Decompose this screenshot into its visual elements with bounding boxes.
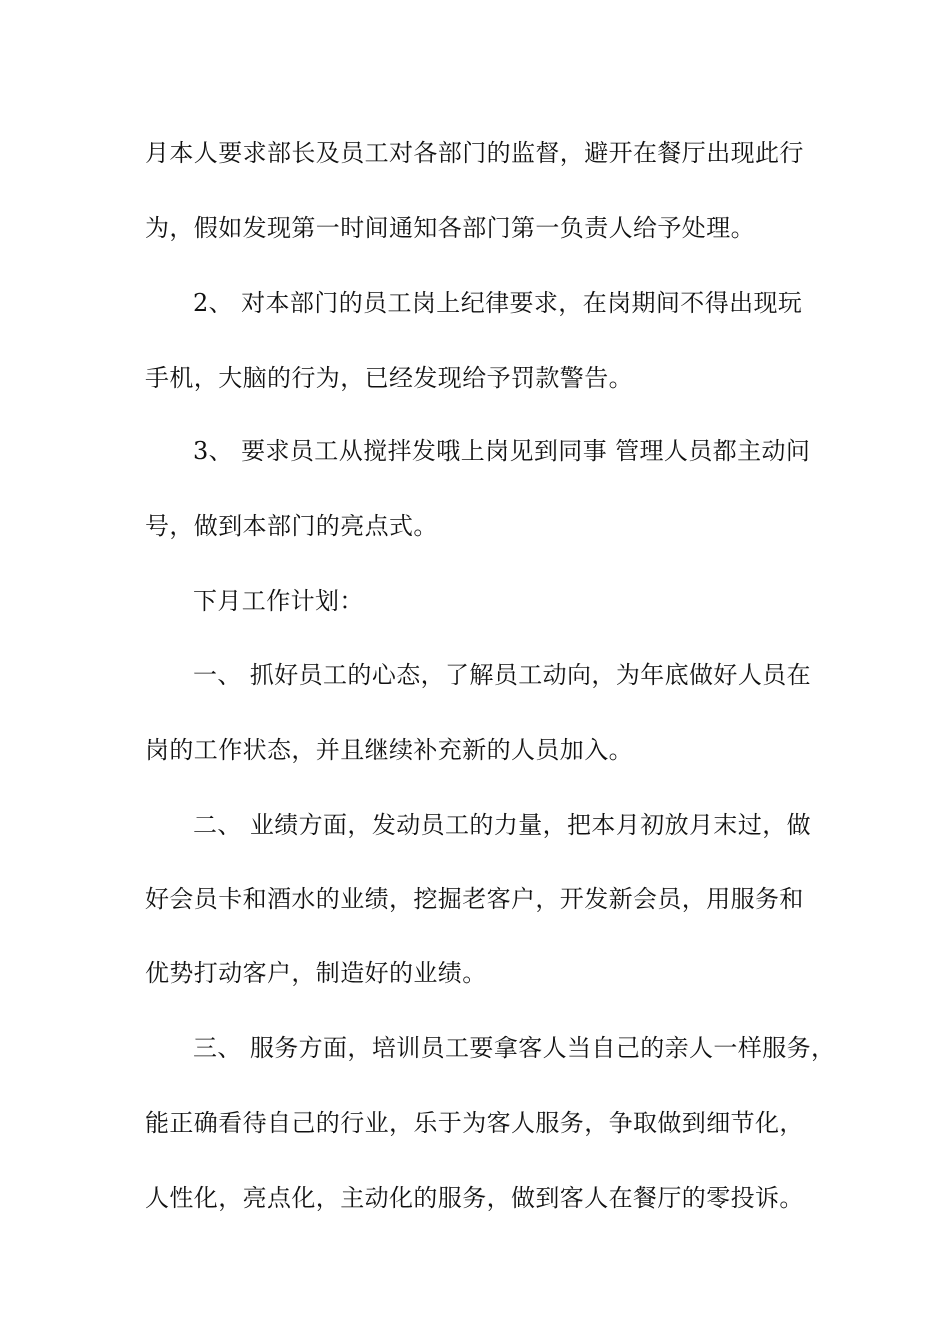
text-line: 号，做到本部门的亮点式。 <box>145 512 438 540</box>
text-line: 为，假如发现第一时间通知各部门第一负责人给予处理。 <box>145 214 755 242</box>
text-line: 手机，大脑的行为，已经发现给予罚款警告。 <box>145 364 633 392</box>
text-line: 月本人要求部长及员工对各部门的监督，避开在餐厅出现此行 <box>145 139 804 167</box>
text-line: 能正确看待自己的行业，乐于为客人服务，争取做到细节化， <box>145 1109 804 1137</box>
text-line: 优势打动客户，制造好的业绩。 <box>145 959 487 987</box>
section-heading-next-month-plan: 下月工作计划： <box>193 587 364 615</box>
text-line: 人性化，亮点化，主动化的服务，做到客人在餐厅的零投诉。 <box>145 1184 804 1212</box>
paragraph-item-3: 3、 要求员工从搅拌发哦上岗见到同事 管理人员都主动问 <box>193 437 811 465</box>
plan-item-two: 二、 业绩方面，发动员工的力量，把本月初放月末过，做 <box>193 811 812 839</box>
text-line: 岗的工作状态，并且继续补充新的人员加入。 <box>145 736 633 764</box>
text-line: 好会员卡和酒水的业绩，挖掘老客户，开发新会员，用服务和 <box>145 885 804 913</box>
paragraph-item-2: 2、 对本部门的员工岗上纪律要求，在岗期间不得出现玩 <box>193 289 803 317</box>
plan-item-three: 三、 服务方面，培训员工要拿客人当自己的亲人一样服务， <box>193 1034 836 1062</box>
plan-item-one: 一、 抓好员工的心态，了解员工动向，为年底做好人员在 <box>193 661 812 689</box>
